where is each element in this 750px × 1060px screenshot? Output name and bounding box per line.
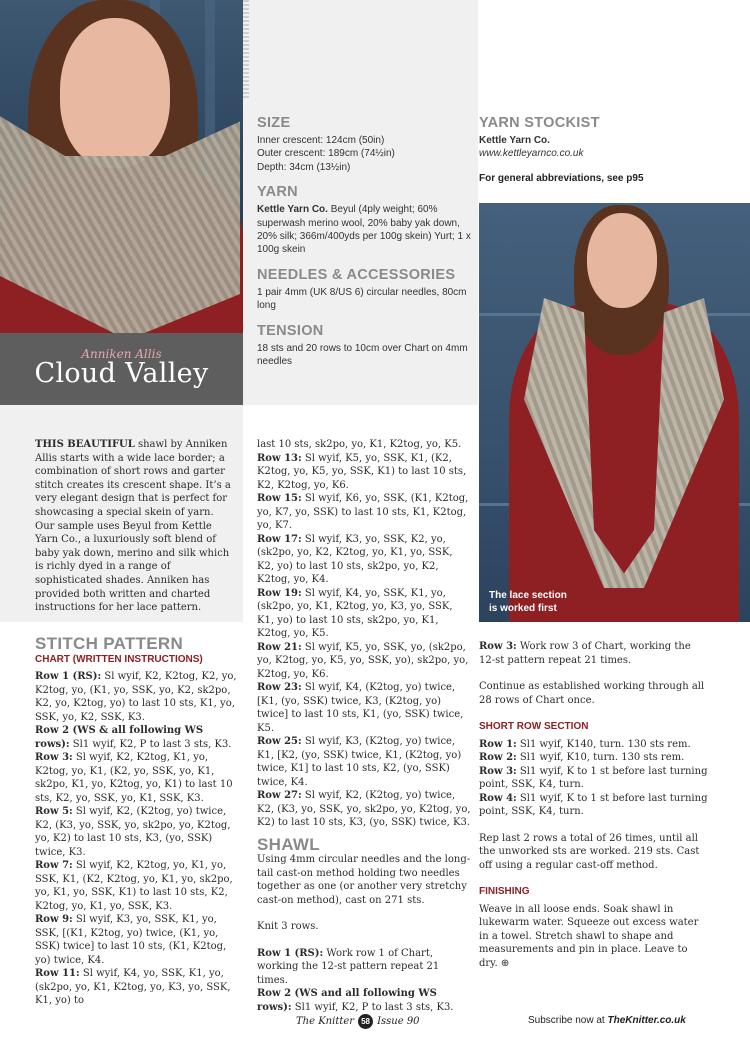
pattern-row: Row 1 (RS): Sl wyif, K2, K2tog, K2, yo, K2tog, yo, (K1, yo, SSK, yo, K2, sk2po, K2, yo, K2tog, yo) to last 10 sts, K1, yo, SSK, yo, K2, SSK, K3. xyxy=(35,671,237,723)
pattern-row: Row 9: Sl wyif, K3, yo, SSK, K1, yo, SSK, [(K1, K2tog, yo) twice, (K1, yo, SSK) twice] to last 10 sts, (K1, K2tog, yo) twice, K4. xyxy=(35,914,227,966)
end-mark-icon: ⊕ xyxy=(500,957,510,969)
pattern-row: Row 3: Sl wyif, K2, K2tog, K1, yo, K2tog, yo, K1, (K2, yo, SSK, yo, K1, sk2po, K1, yo, K2tog, yo, K1) to last 10 sts, K2, yo, SSK, yo, K1, SSK, K3. xyxy=(35,752,233,804)
short-row: Row 1: Sl1 wyif, K140, turn. 130 sts rem. xyxy=(479,738,691,750)
tension-section xyxy=(257,323,472,369)
stitch-strip xyxy=(243,0,249,98)
page-number: 58 xyxy=(358,1014,373,1029)
short-row-heading: SHORT ROW SECTION xyxy=(479,721,589,732)
finishing-heading: FINISHING xyxy=(479,886,530,897)
chart-subheading: CHART (WRITTEN INSTRUCTIONS) xyxy=(35,653,203,665)
short-row: Row 4: Sl1 wyif, K to 1 st before last turning point, SSK, K4, turn. xyxy=(479,792,708,817)
intro-lead: THIS BEAUTIFUL xyxy=(35,439,135,450)
stitch-pattern-heading: STITCH PATTERN xyxy=(35,634,184,653)
page-title: Cloud Valley xyxy=(34,358,209,389)
intro-text: THIS BEAUTIFUL shawl by Anniken Allis starts with a wide lace border; a combination of short rows and garter stitch creates its crescent shape. It’s a very elegant design that is perfect for showcasing a special skein of yarn. Our sample uses Beyul from Kettle Yarn Co., a luxuriously soft blend of baby yak down, merino and silk which is richly dyed in a range of sophisticated shades. Anniken has provided both written and charted instructions for her lace pattern. xyxy=(35,439,231,614)
pattern-row: Row 27: Sl wyif, K2, (K2tog, yo) twice, K2, (K3, yo, SSK, yo, sk2po, yo, K2tog, yo, K2) to last 10 sts, K3, (yo, SSK) twice, K3. xyxy=(257,790,471,828)
size-line: Outer crescent: 189cm (74½in) xyxy=(257,148,395,160)
pattern-row: Row 17: Sl wyif, K3, yo, SSK, K2, yo, (sk2po, yo, K2, K2tog, yo, K1, yo, SSK, K2, yo) to last 10 sts, sk2po, yo, K2, K2tog, yo, K4. xyxy=(257,533,453,585)
subscribe-link[interactable]: TheKnitter.co.uk xyxy=(607,1015,686,1026)
shawl-heading: SHAWL xyxy=(257,834,320,854)
footer-subscribe: Subscribe now at TheKnitter.co.uk xyxy=(528,1015,686,1026)
tension-heading: TENSION xyxy=(257,322,324,339)
needles-section xyxy=(257,267,472,313)
needles-heading: NEEDLES & ACCESSORIES xyxy=(257,266,456,283)
pattern-row: Row 7: Sl wyif, K2, K2tog, yo, K1, yo, SSK, K1, (K2, K2tog, yo, K1, yo, sk2po, yo, K1, yo, SSK, K1) to last 10 sts, K2, K2tog, yo, K1, yo, SSK, K3. xyxy=(35,860,233,912)
designer-name: Anniken Allis xyxy=(81,347,162,361)
short-row-after: Rep last 2 rows a total of 26 times, until all the unworked sts are worked. 219 sts. Cast off using a regular cast-off method. xyxy=(479,832,700,871)
pattern-row: Row 25: Sl wyif, K3, (K2tog, yo) twice, K1, [K2, (yo, SSK) twice, K1, (K2tog, yo) twice, K1] to last 10 sts, K2, (yo, SSK) twice, K4. xyxy=(257,736,462,788)
short-row: Row 2: Sl1 wyif, K10, turn. 130 sts rem. xyxy=(479,752,685,763)
model-photo xyxy=(479,203,750,622)
finishing-text: Weave in all loose ends. Soak shawl in lukewarm water. Squeeze out excess water in a towel. Stretch shawl to shape and measurements and pin in place. Leave to dry. ⊕ xyxy=(479,903,699,969)
issue-number: Issue 90 xyxy=(377,1016,420,1027)
shawl-row: Row 1 (RS): Work row 1 of Chart, working the 12-st pattern repeat 21 times. xyxy=(257,947,440,986)
stockist-section xyxy=(479,115,739,184)
pattern-row: Row 21: Sl wyif, K5, yo, SSK, yo, (sk2po, yo, K2tog, yo, K5, yo, SSK, yo), sk2po, yo, K2tog, yo, K6. xyxy=(257,641,469,680)
abbreviations-note: For general abbreviations, see p95 xyxy=(479,172,644,184)
pattern-row: Row 5: Sl wyif, K2, (K2tog, yo) twice, K2, (K3, yo, SSK, yo, sk2po, yo, K2tog, yo, K2) to last 10 sts, K3, (yo, SSK) twice, K3. xyxy=(35,806,231,858)
size-line: Inner crescent: 124cm (50in) xyxy=(257,135,385,146)
hero-photo xyxy=(0,0,243,333)
yarn-brand: Kettle Yarn Co. xyxy=(257,204,328,216)
photo-caption: The lace section is worked first xyxy=(489,590,567,614)
stitch-pattern-section xyxy=(35,634,240,1008)
continued-text: last 10 sts, sk2po, yo, K1, K2tog, yo, K5. xyxy=(257,439,462,450)
size-line: Depth: 34cm (13½in) xyxy=(257,161,351,173)
yarn-details: Beyul (4ply weight; 60% superwash merino wool, 20% baby yak down, 20% silk; 366m/400yds per 100g skein) Yurt; 1 x 100g skein xyxy=(257,204,471,256)
footer-magazine xyxy=(296,1014,420,1029)
pattern-row: Row 13: Sl wyif, K5, yo, SSK, K1, (K2, K2tog, yo, K5, yo, SSK, K1) to last 10 sts, K2, K2tog, yo, K6. xyxy=(257,452,467,491)
pattern-specs xyxy=(257,115,472,378)
short-row: Row 3: Sl1 wyif, K to 1 st before last turning point, SSK, K4, turn. xyxy=(479,765,708,790)
yarn-text xyxy=(257,203,472,257)
stockist-url[interactable]: www.kettleyarnco.co.uk xyxy=(479,148,584,160)
shawl-cast-on: Using 4mm circular needles and the long-tail cast-on method holding two needles together as one (or another very stretchy cast-on method), cast on 271 sts. xyxy=(257,854,471,906)
right-column xyxy=(479,640,709,970)
yarn-section xyxy=(257,184,472,257)
size-heading: SIZE xyxy=(257,115,291,131)
yarn-heading: YARN xyxy=(257,184,298,201)
stockist-heading: YARN STOCKIST xyxy=(479,115,600,131)
shawl-row: Row 2 (WS and all following WS rows): Sl1 wyif, K2, P to last 3 sts, K3. xyxy=(257,988,454,1013)
pattern-row: Row 2 (WS & all following WS rows): Sl1 wyif, K2, P to last 3 sts, K3. xyxy=(35,725,232,750)
continue-text: Continue as established working through all 28 rows of Chart once. xyxy=(479,681,705,706)
needles-text: 1 pair 4mm (UK 8/US 6) circular needles, 80cm long xyxy=(257,286,467,312)
tension-text: 18 sts and 20 rows to 10cm over Chart on 4mm needles xyxy=(257,342,468,368)
pattern-row: Row 15: Sl wyif, K6, yo, SSK, (K1, K2tog, yo, K7, yo, SSK) to last 10 sts, K1, K2tog, yo, K7. xyxy=(257,493,469,531)
stockist-name: Kettle Yarn Co. xyxy=(479,135,550,146)
shawl-knit-rows: Knit 3 rows. xyxy=(257,921,319,932)
middle-column xyxy=(257,438,472,1014)
pattern-row: Row 11: Sl wyif, K4, yo, SSK, K1, yo, (sk2po, yo, K1, K2tog, yo, K3, yo, SSK, K1, yo) to xyxy=(35,968,231,1006)
shawl-row: Row 3: Work row 3 of Chart, working the 12-st pattern repeat 21 times. xyxy=(479,641,691,666)
magazine-name: The Knitter xyxy=(296,1016,355,1027)
pattern-row: Row 19: Sl wyif, K4, yo, SSK, K1, yo, (sk2po, yo, K1, K2tog, yo, K3, yo, SSK, K1, yo) to last 10 sts, sk2po, yo, K1, K2tog, yo, K5. xyxy=(257,587,453,639)
size-section xyxy=(257,115,472,174)
pattern-row: Row 23: Sl wyif, K4, (K2tog, yo) twice, [K1, (yo, SSK) twice, K3, (K2tog, yo) twice] to last 10 sts, K1, (yo, SSK) twice, K5. xyxy=(257,682,464,734)
